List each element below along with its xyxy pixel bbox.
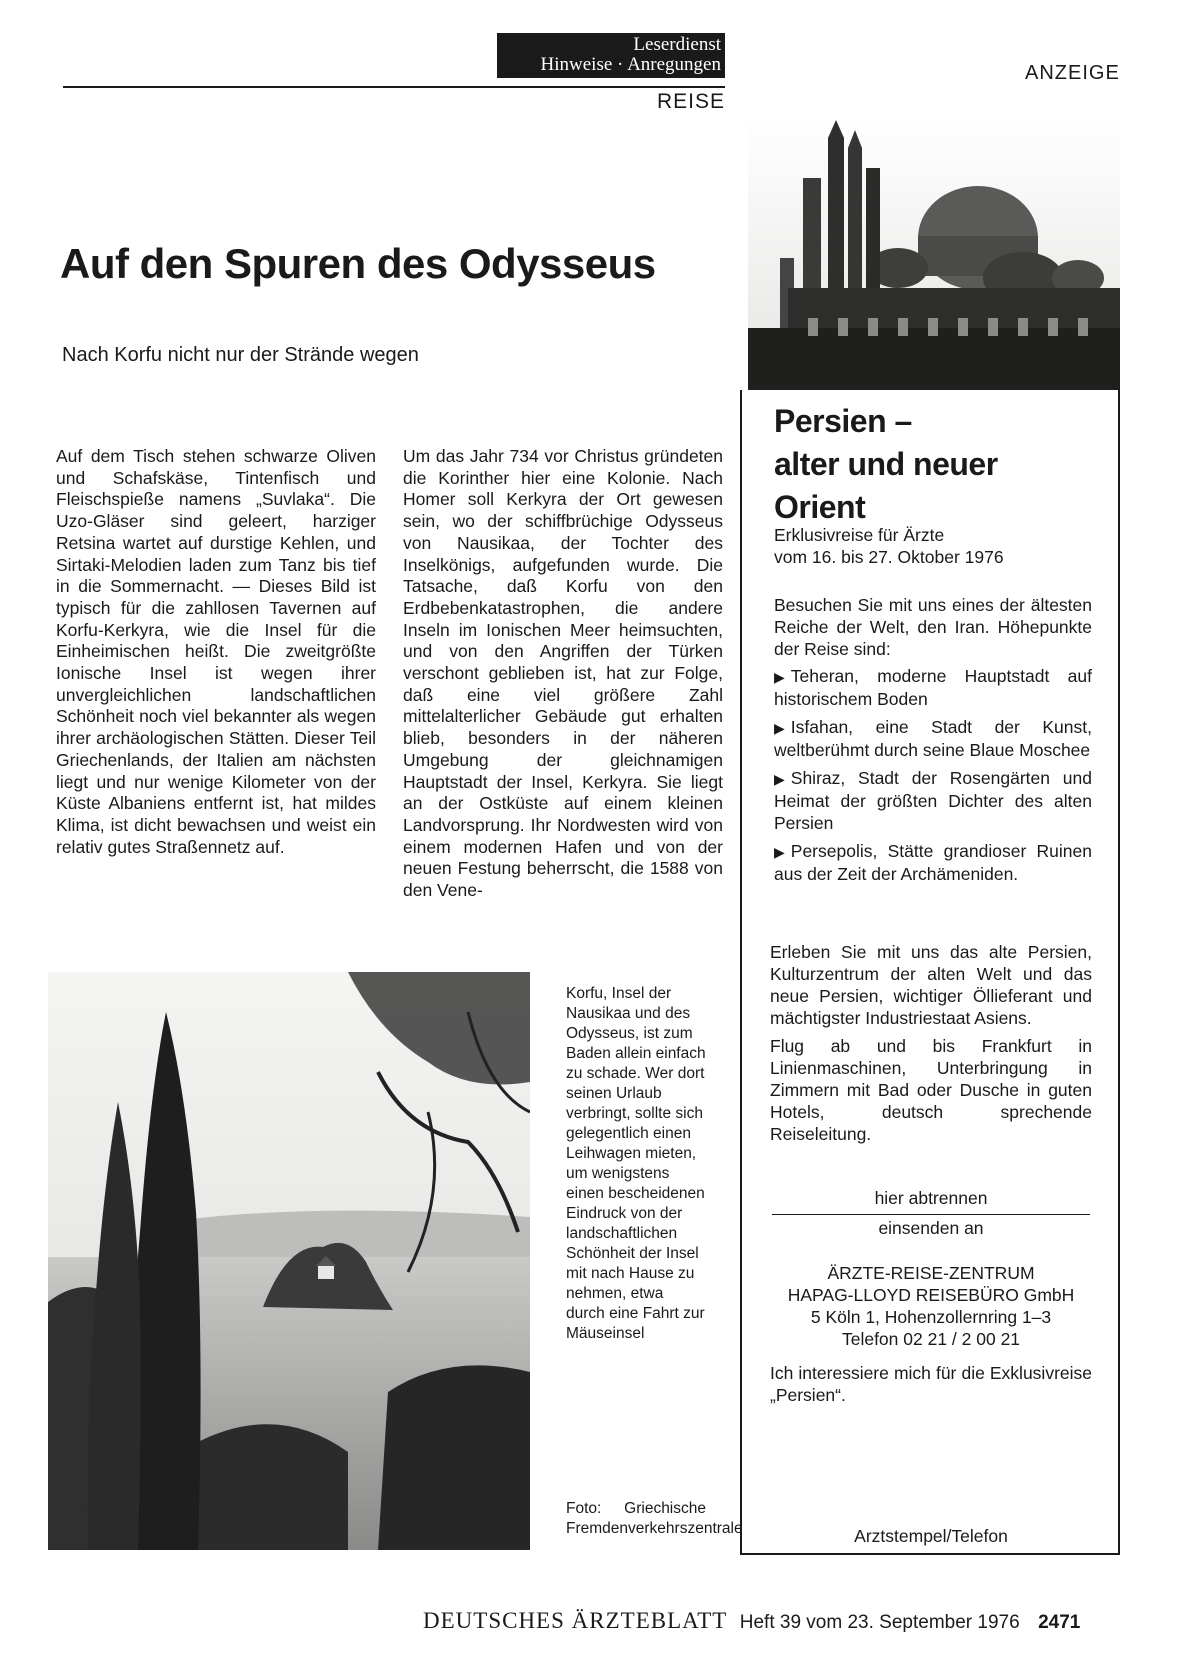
ad-highlight-item: [774, 665, 1092, 710]
doctor-stamp-field: Arztstempel/Telefon: [854, 1526, 1008, 1546]
ad-subtitle: [774, 524, 1004, 568]
send-to-label: einsenden an: [878, 1218, 984, 1238]
ad-address: [770, 1262, 1092, 1350]
article-column-2: [403, 446, 723, 902]
mosque-illustration: [748, 118, 1120, 390]
section-label-box: [497, 33, 725, 78]
ad-outro-paragraph: Erleben Sie mit uns das alte Persien, Kulturzentrum der alten Welt und das neue Persien, wichtiger Öllieferant und mächtigster Industriestaat Asiens.: [770, 942, 1092, 1028]
ad-outro-paragraph: Flug ab und bis Frankfurt in Linienmaschinen, Unterbringung in Zimmern mit Bad oder Dusche in guten Hotels, deutsch sprechende Reiseleitung.: [770, 1036, 1092, 1144]
ad-title: [774, 400, 1094, 529]
ad-highlight-text: Shiraz, Stadt der Rosengärten und Heimat der größten Dichter des alten Persien: [774, 768, 1092, 833]
page-footer: [423, 1608, 1080, 1634]
photo-credit: Foto: Griechische Fremdenverkehrszentrale: [566, 1500, 743, 1537]
interest-statement: Ich interessiere mich für die Exklusivreise „Persien“.: [770, 1363, 1092, 1405]
ad-outro: [770, 941, 1092, 1151]
bullet-triangle-icon: ▶: [774, 669, 785, 685]
article-title: Auf den Spuren des Odysseus: [60, 240, 656, 287]
article-column-1: [56, 446, 376, 858]
cut-here-label: hier abtrennen: [874, 1188, 988, 1208]
persia-mosque-photo: [748, 118, 1120, 390]
ad-highlight-text: Persepolis, Stätte grandioser Ruinen aus der Zeit der Archämeniden.: [774, 841, 1092, 884]
bullet-triangle-icon: ▶: [774, 771, 785, 787]
journal-name: DEUTSCHES ÄRZTEBLATT: [423, 1608, 728, 1633]
page-number: 2471: [1038, 1612, 1081, 1633]
corfu-photo: [48, 972, 530, 1550]
ad-highlight-item: [774, 840, 1092, 885]
ad-highlight-item: [774, 716, 1092, 761]
address-line: 5 Köln 1, Hohenzollernring 1–3: [810, 1307, 1052, 1327]
ad-highlight-text: Teheran, moderne Hauptstadt auf historischem Boden: [774, 666, 1092, 709]
ad-title-line: alter und neuer: [774, 446, 998, 482]
ad-highlights-list: [774, 665, 1092, 891]
article-subtitle: Nach Korfu nicht nur der Strände wegen: [62, 344, 419, 366]
ad-title-line: Orient: [774, 489, 866, 525]
article-paragraph: Auf dem Tisch stehen schwarze Oliven und Schafskäse, Tintenfisch und Fleischspieße namens „Suvlaka“. Die Uzo-Gläser sind geleert, harziger Retsina wartet auf durstige Kehlen, und Sirtaki-Melodien laden zum Tanz bis tief in die Sommernacht. — Dieses Bild ist typisch für die zahllosen Tavernen auf Korfu-Kerkyra, wie die Insel für die Einheimischen heißt. Die zweitgrößte Ionische Insel ist wegen ihrer unvergleichlichen landschaftlichen Schönheit noch viel bekannter als wegen ihrer archäologischen Stätten. Dieser Teil Griechenlands, der Italien am nächsten liegt und nur wenige Kilometer von der Küste Albaniens entfernt ist, hat mildes Klima, ist dicht bewachsen und weist ein relativ gutes Straßennetz auf.: [56, 446, 376, 857]
advertisement-label: ANZEIGE: [1025, 62, 1120, 84]
ad-highlight-text: Isfahan, eine Stadt der Kunst, weltberühmt durch seine Blaue Moschee: [774, 717, 1092, 760]
ad-subtitle-line: Erklusivreise für Ärzte: [774, 525, 945, 545]
section-heading: REISE: [656, 90, 725, 113]
header-rule: [63, 86, 725, 88]
article-paragraph: Um das Jahr 734 vor Christus gründeten die Korinther hier eine Kolonie. Nach Homer soll Kerkyra der Ort gewesen sein, wo der schiffbrüchige Odysseus von Nausikaa, der Tochter des Inselkönigs, aufgefunden wurde. Die Tatsache, daß Korfu von den Erdbebenkatastrophen, die andere Inseln im Ionischen Meer heimsuchten, und von den Angriffen der Türken verschont geblieben ist, hat zur Folge, daß eine viel größere Zahl mittelalterlicher Gebäude gut erhalten blieb, besonders in der näheren Umgebung der gleichnamigen Hauptstadt der Insel, Kerkyra. Sie liegt an der Ostküste auf einem kleinen Landvorsprung. Ihr Nordwesten wird von einem modernen Hafen und von der neuen Festung beherrscht, die 1588 von den Vene-: [403, 446, 723, 901]
address-line: Telefon 02 21 / 2 00 21: [841, 1329, 1021, 1349]
section-label-line1: Leserdienst: [633, 34, 721, 55]
bullet-triangle-icon: ▶: [774, 844, 785, 860]
ad-intro: Besuchen Sie mit uns eines der ältesten Reiche der Welt, den Iran. Höhepunkte der Reise sind:: [774, 595, 1092, 659]
corfu-landscape-illustration: [48, 972, 530, 1550]
address-line: HAPAG-LLOYD REISEBÜRO GmbH: [787, 1285, 1075, 1305]
section-label-line2: Hinweise · Anregungen: [540, 54, 721, 75]
ad-subtitle-line: vom 16. bis 27. Oktober 1976: [774, 547, 1004, 567]
ad-title-line: Persien –: [774, 403, 912, 439]
bullet-triangle-icon: ▶: [774, 720, 785, 736]
ad-highlight-item: [774, 767, 1092, 834]
issue-info: Heft 39 vom 23. September 1976: [739, 1612, 1020, 1633]
photo-caption: Korfu, Insel der Nausikaa und des Odysseus, ist zum Baden allein einfach zu schade. Wer dort seinen Urlaub verbringt, sollte sich gelegentlich einen Leihwagen mieten, um wenigstens einen bescheidenen Eindruck von der landschaftlichen Schönheit der Insel mit nach Hause zu nehmen, etwa durch eine Fahrt zur Mäuseinsel: [566, 985, 706, 1342]
cut-line: [772, 1214, 1090, 1215]
address-line: ÄRZTE-REISE-ZENTRUM: [827, 1263, 1035, 1283]
